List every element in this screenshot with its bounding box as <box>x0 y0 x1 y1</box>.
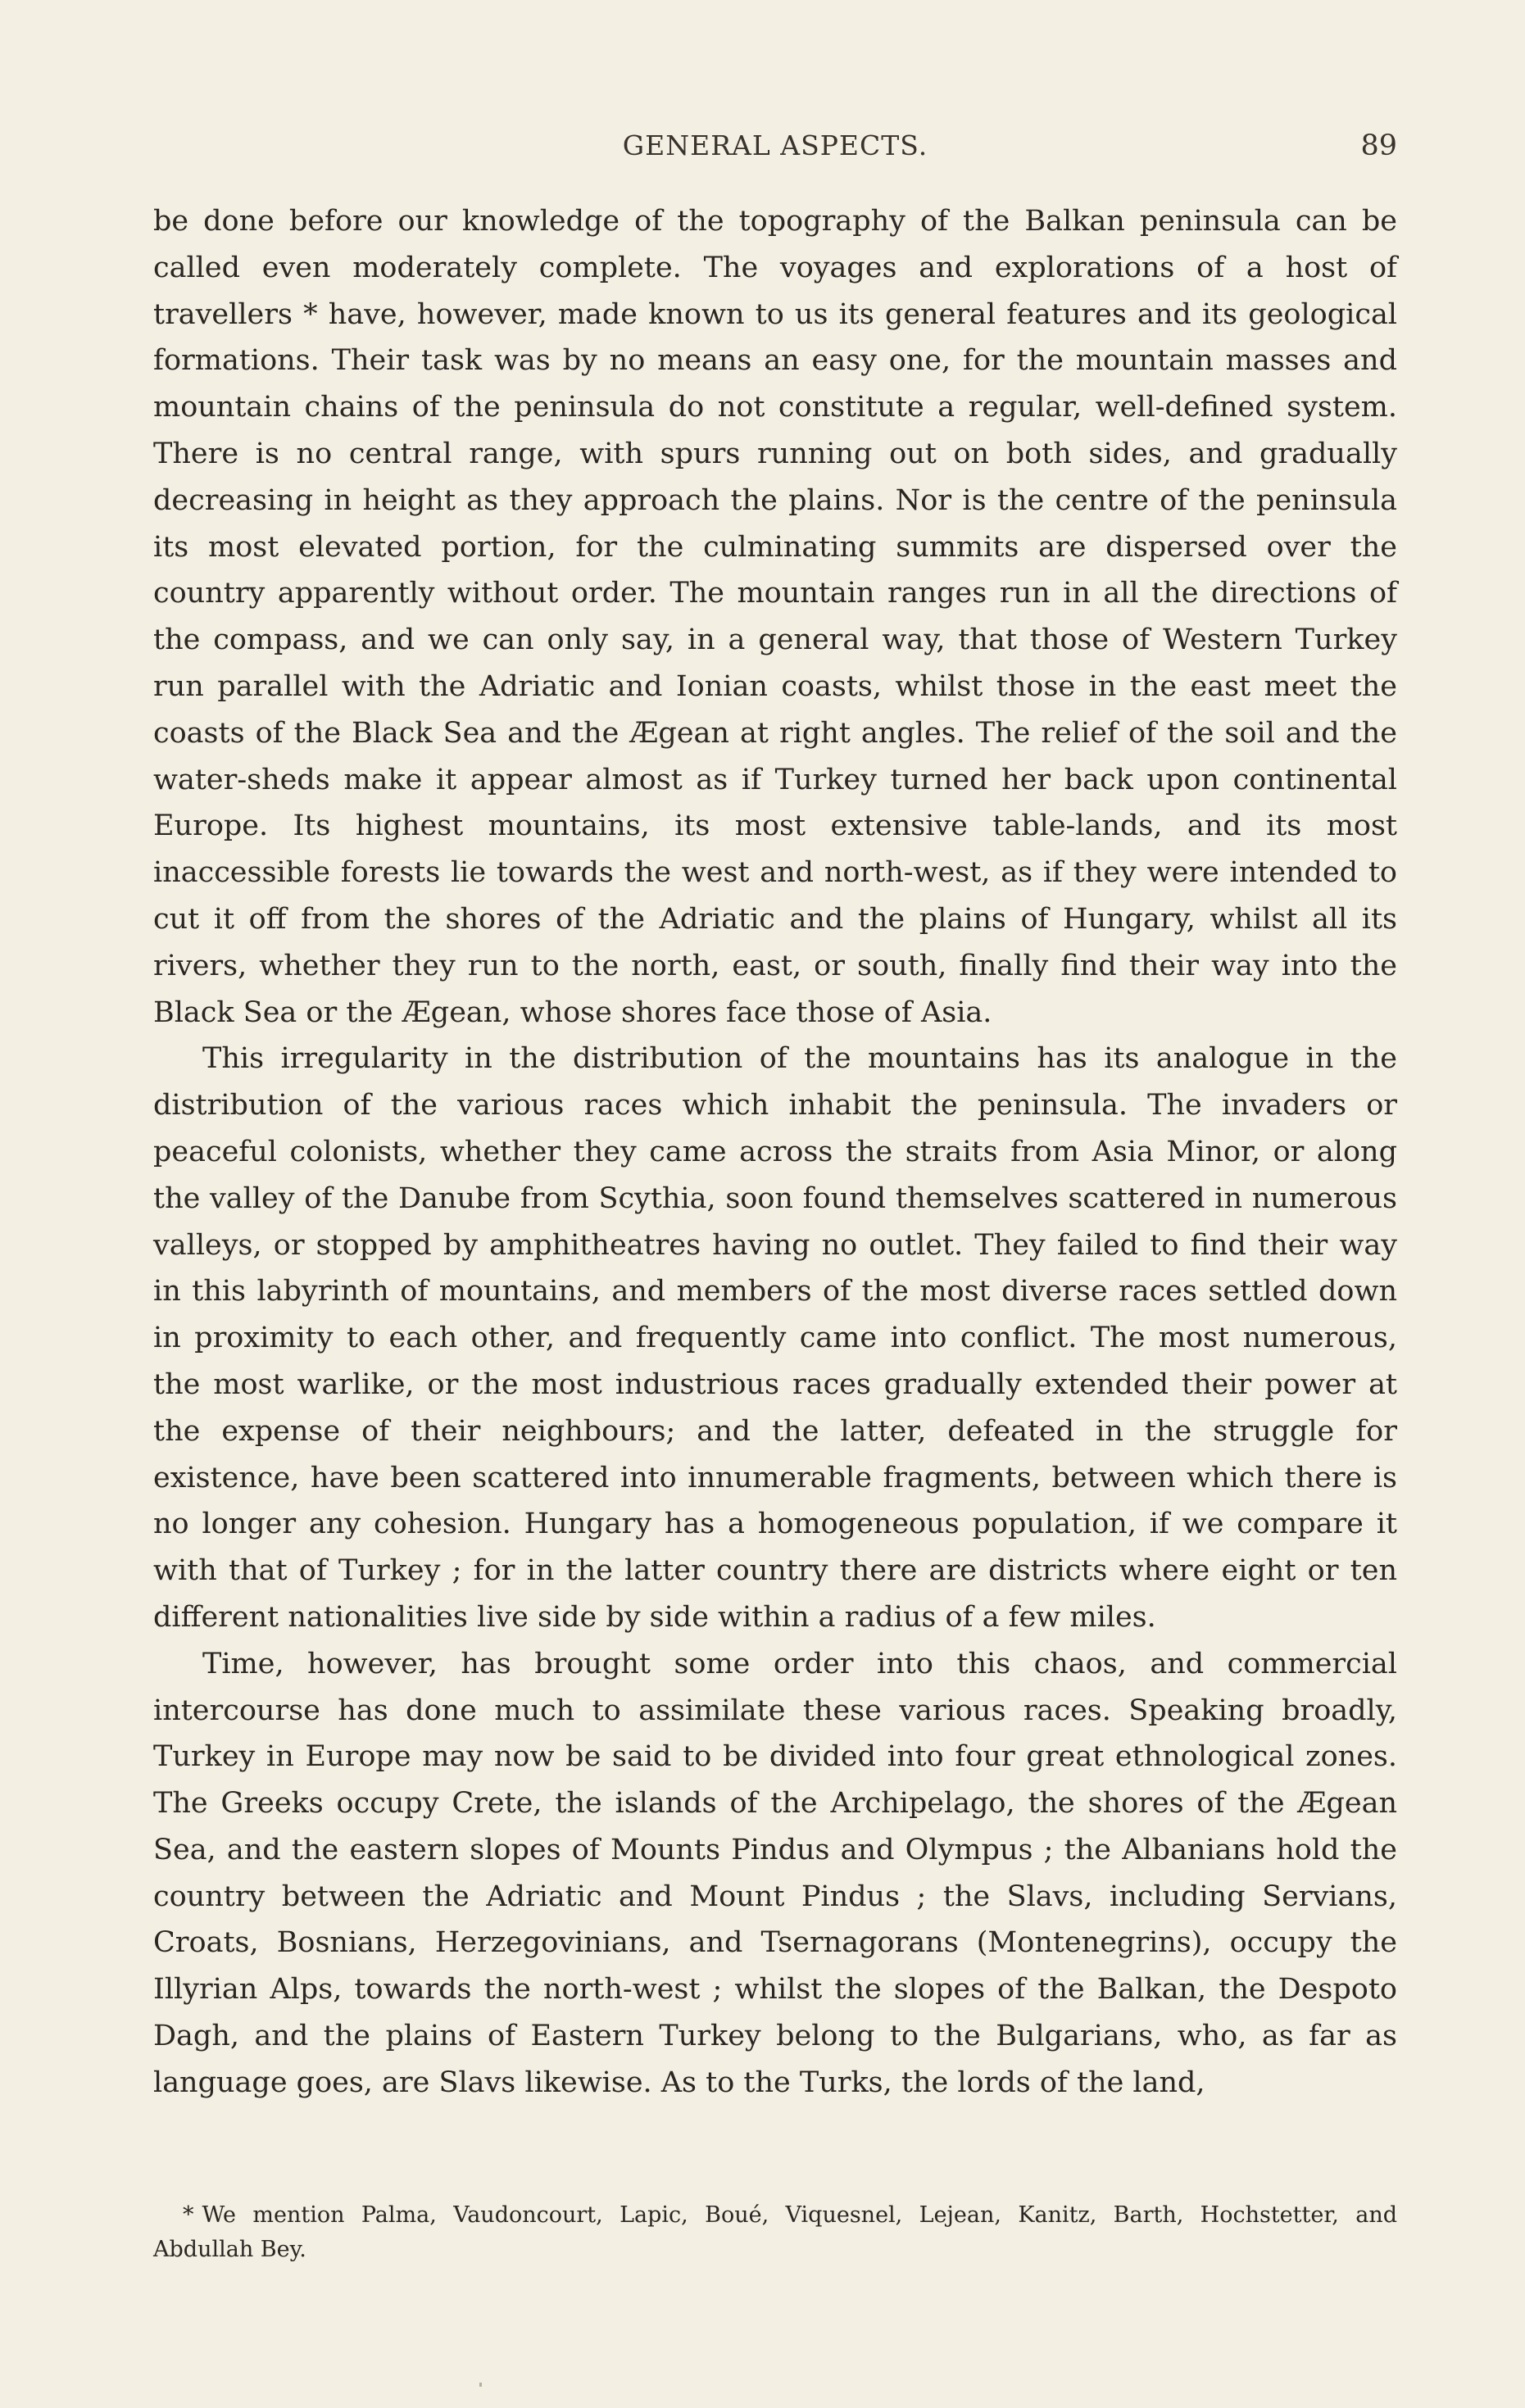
paragraph-2: This irregularity in the distribution of the mountains has its analogue in the distribution of the various races which inhabit the peninsula. The invaders or peaceful colonists, whether they came across the straits from Asia Minor, or along the valley of the Danube from Scythia, soon found themselves scattered in numerous valleys, or stopped by amphitheatres having no outlet. They failed to find their way in this labyrinth of mountains, and members of the most diverse races settled down in proximity to each other, and frequently came into conflict. The most numerous, the most warlike, or the most industrious races gradually extended their power at the expense of their neighbours; and the latter, defeated in the struggle for existence, have been scattered into innumerable fragments, between which there is no longer any cohesion. Hungary has a homogeneous population, if we compare it with that of Turkey ; for in the latter country there are districts where eight or ten different nationalities live side by side within a radius of a few miles. <box>153 1042 1397 1634</box>
footnote-text: We mention Palma, Vaudoncourt, Lapic, Boué, Viquesnel, Lejean, Kanitz, Barth, Hochstetter, and Abdullah Bey. <box>153 2202 1397 2262</box>
footnote-marker: * <box>183 2202 194 2228</box>
running-title: GENERAL ASPECTS. <box>622 129 928 161</box>
body-text <box>153 198 1397 2106</box>
page-number: 89 <box>1360 129 1397 162</box>
paper-speck <box>479 2383 482 2387</box>
paragraph-3: Time, however, has brought some order into this chaos, and commercial intercourse has done much to assimilate these various races. Speaking broadly, Turkey in Europe may now be said to be divided into four great ethnological zones. The Greeks occupy Crete, the islands of the Archipelago, the shores of the Ægean Sea, and the eastern slopes of Mounts Pindus and Olympus ; the Albanians hold the country between the Adriatic and Mount Pindus ; the Slavs, including Servians, Croats, Bosnians, Herzegovinians, and Tsernagorans (Montenegrins), occupy the Illyrian Alps, towards the north-west ; whilst the slopes of the Balkan, the Despoto Dagh, and the plains of Eastern Turkey belong to the Bulgarians, who, as far as language goes, are Slavs likewise. As to the Turks, the lords of the land, <box>153 1647 1397 2099</box>
footnote <box>153 2198 1397 2267</box>
running-header <box>153 125 1397 167</box>
paragraph-1: be done before our knowledge of the topography of the Balkan peninsula can be called even moderately complete. The voyages and explorations of a host of travellers * have, however, made known to us its general features and its geological formations. Their task was by no means an easy one, for the mountain masses and mountain chains of the peninsula do not constitute a regular, well-defined system. There is no central range, with spurs running out on both sides, and gradually decreasing in height as they approach the plains. Nor is the centre of the peninsula its most elevated portion, for the culminating summits are dispersed over the country apparently without order. The mountain ranges run in all the directions of the compass, and we can only say, in a general way, that those of Western Turkey run parallel with the Adriatic and Ionian coasts, whilst those in the east meet the coasts of the Black Sea and the Ægean at right angles. The relief of the soil and the water-sheds make it appear almost as if Turkey turned her back upon continental Europe. Its highest mountains, its most extensive table-lands, and its most inaccessible forests lie towards the west and north-west, as if they were intended to cut it off from the shores of the Adriatic and the plains of Hungary, whilst all its rivers, whether they run to the north, east, or south, finally find their way into the Black Sea or the Ægean, whose shores face those of Asia. <box>153 205 1397 1029</box>
